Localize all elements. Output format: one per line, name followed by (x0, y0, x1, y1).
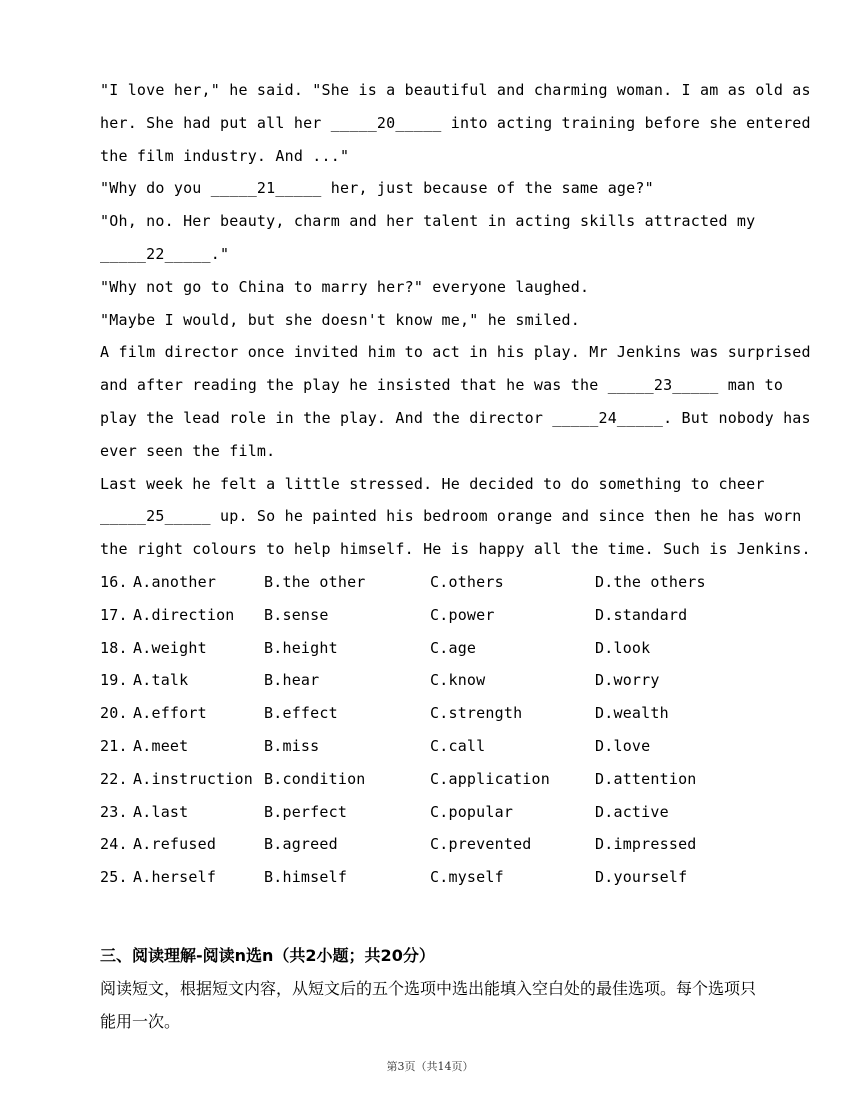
option-b: B.hear (264, 671, 320, 690)
question-number: 16. (100, 572, 128, 591)
option-d: D.impressed (595, 835, 697, 854)
passage-line: and after reading the play he insisted that he was the _____23_____ man to (100, 376, 784, 395)
option-d: D.attention (595, 769, 697, 788)
option-d: D.love (595, 736, 651, 755)
question-row (100, 697, 760, 730)
passage-line: _____25_____ up. So he painted his bedroom orange and since then he has worn (100, 507, 802, 526)
question-number: 17. (100, 605, 128, 624)
question-row (100, 796, 760, 829)
option-c: C.application (430, 769, 550, 788)
passage-line: her. She had put all her _____20_____ into acting training before she entered (100, 113, 811, 132)
passage-line: A film director once invited him to act in his play. Mr Jenkins was surprised (100, 343, 811, 362)
option-b: B.miss (264, 736, 320, 755)
question-row (100, 632, 760, 665)
question-number: 24. (100, 835, 128, 854)
passage-line: "Oh, no. Her beauty, charm and her talent in acting skills attracted my (100, 212, 756, 231)
question-number: 18. (100, 638, 128, 657)
option-d: D.standard (595, 605, 688, 624)
question-list (100, 566, 760, 894)
passage-line: the right colours to help himself. He is happy all the time. Such is Jenkins. (100, 540, 811, 559)
option-b: B.agreed (264, 835, 338, 854)
passage-line: ever seen the film. (100, 441, 276, 460)
option-d: D.active (595, 802, 669, 821)
option-a: A.weight (133, 638, 207, 657)
passage-line: "Why do you _____21_____ her, just because of the same age?" (100, 179, 654, 198)
passage-line: Last week he felt a little stressed. He decided to do something to cheer (100, 474, 765, 493)
option-c: C.others (430, 572, 504, 591)
passage-line: the film industry. And ..." (100, 146, 350, 165)
option-a: A.instruction (133, 769, 253, 788)
option-a: A.herself (133, 868, 217, 887)
option-c: C.age (430, 638, 477, 657)
option-c: C.popular (430, 802, 514, 821)
question-number: 19. (100, 671, 128, 690)
option-b: B.perfect (264, 802, 348, 821)
option-b: B.height (264, 638, 338, 657)
question-number: 25. (100, 868, 128, 887)
question-row (100, 599, 760, 632)
question-row (100, 763, 760, 796)
option-d: D.look (595, 638, 651, 657)
question-row (100, 730, 760, 763)
option-b: B.the other (264, 572, 366, 591)
passage-line: play the lead role in the play. And the director _____24_____. But nobody has (100, 408, 811, 427)
document-body (100, 74, 811, 894)
question-number: 21. (100, 736, 128, 755)
option-d: D.the others (595, 572, 706, 591)
option-d: D.wealth (595, 704, 669, 723)
option-b: B.condition (264, 769, 366, 788)
option-b: B.sense (264, 605, 329, 624)
question-row (100, 828, 760, 861)
passage-line: _____22_____." (100, 244, 230, 263)
section-instructions: 阅读短文，根据短文内容，从短文后的五个选项中选出能填入空白处的最佳选项。每个选项只能用一次。 (100, 979, 757, 1031)
option-c: C.know (430, 671, 486, 690)
question-number: 20. (100, 704, 128, 723)
question-number: 23. (100, 802, 128, 821)
question-row (100, 566, 760, 599)
option-a: A.direction (133, 605, 235, 624)
option-b: B.effect (264, 704, 338, 723)
option-c: C.prevented (430, 835, 532, 854)
option-a: A.effort (133, 704, 207, 723)
page-footer: 第3页（共14页） (386, 1060, 474, 1073)
question-row (100, 861, 760, 894)
passage-line: "Why not go to China to marry her?" everyone laughed. (100, 277, 590, 296)
option-a: A.talk (133, 671, 189, 690)
option-a: A.another (133, 572, 217, 591)
option-d: D.yourself (595, 868, 688, 887)
option-c: C.myself (430, 868, 504, 887)
option-c: C.call (430, 736, 486, 755)
option-c: C.power (430, 605, 495, 624)
question-number: 22. (100, 769, 128, 788)
option-d: D.worry (595, 671, 660, 690)
option-a: A.meet (133, 736, 189, 755)
passage-line: "I love her," he said. "She is a beautiful and charming woman. I am as old as (100, 81, 811, 99)
section-heading: 三、阅读理解-阅读n选n（共2小题；共20分） (100, 946, 435, 965)
passage-line: "Maybe I would, but she doesn't know me," he smiled. (100, 310, 580, 329)
option-c: C.strength (430, 704, 523, 723)
passage (100, 74, 811, 566)
question-row (100, 664, 760, 697)
option-a: A.last (133, 802, 189, 821)
option-b: B.himself (264, 868, 348, 887)
option-a: A.refused (133, 835, 217, 854)
